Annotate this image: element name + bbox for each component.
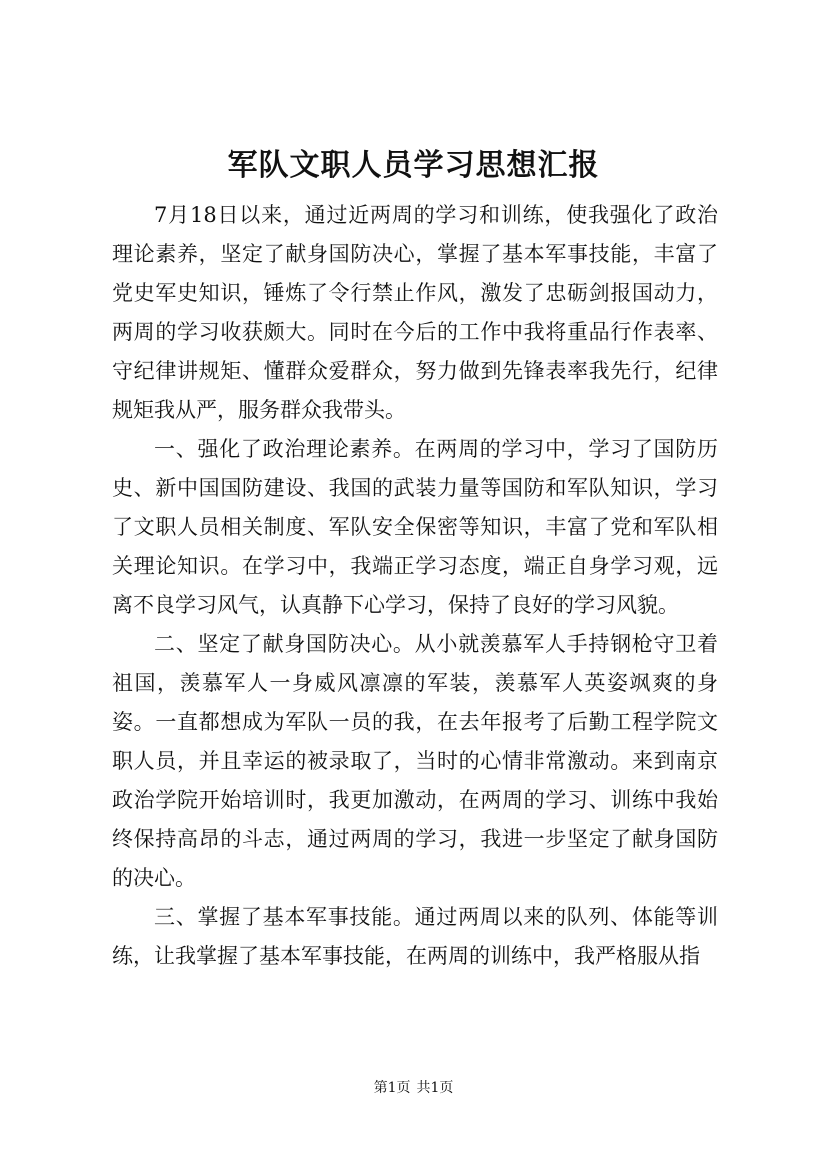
page-number: 第1页: [373, 1080, 411, 1096]
paragraph-intro: 7月18日以来，通过近两周的学习和训练，使我强化了政治理论素养，坚定了献身国防决心，掌握了基本军事技能，丰富了党史军史知识，锤炼了令行禁止作风，激发了忠砺剑报国动力，两周的学习收获颇大。同时在今后的工作中我将重品行作表率、守纪律讲规矩、懂群众爱群众，努力做到先锋表率我先行，纪律规矩我从严，服务群众我带头。: [112, 203, 718, 422]
paragraph-section-2: 二、坚定了献身国防决心。从小就羡慕军人手持钢枪守卫着祖国，羡慕军人一身威风凛凛的军装，羡慕军人英姿飒爽的身姿。一直都想成为军队一员的我，在去年报考了后勤工程学院文职人员，并且幸运的被录取了，当时的心情非常激动。来到南京政治学院开始培训时，我更加激动，在两周的学习、训练中我始终保持高昂的斗志，通过两周的学习，我进一步坚定了献身国防的决心。: [112, 632, 718, 890]
paragraph-section-3: 三、掌握了基本军事技能。通过两周以来的队列、体能等训练，让我掌握了基本军事技能，在两周的训练中，我严格服从指: [112, 905, 718, 968]
page-total: 共1页: [416, 1080, 454, 1096]
page-footer: [0, 1078, 827, 1098]
paragraph-section-1: 一、强化了政治理论素养。在两周的学习中，学习了国防历史、新中国国防建设、我国的武装力量等国防和军队知识，学习了文职人员相关制度、军队安全保密等知识，丰富了党和军队相关理论知识。在学习中，我端正学习态度，端正自身学习观，远离不良学习风气，认真静下心学习，保持了良好的学习风貌。: [112, 437, 718, 617]
document-title: 军队文职人员学习思想汇报: [227, 148, 600, 183]
document-body: [112, 196, 718, 976]
